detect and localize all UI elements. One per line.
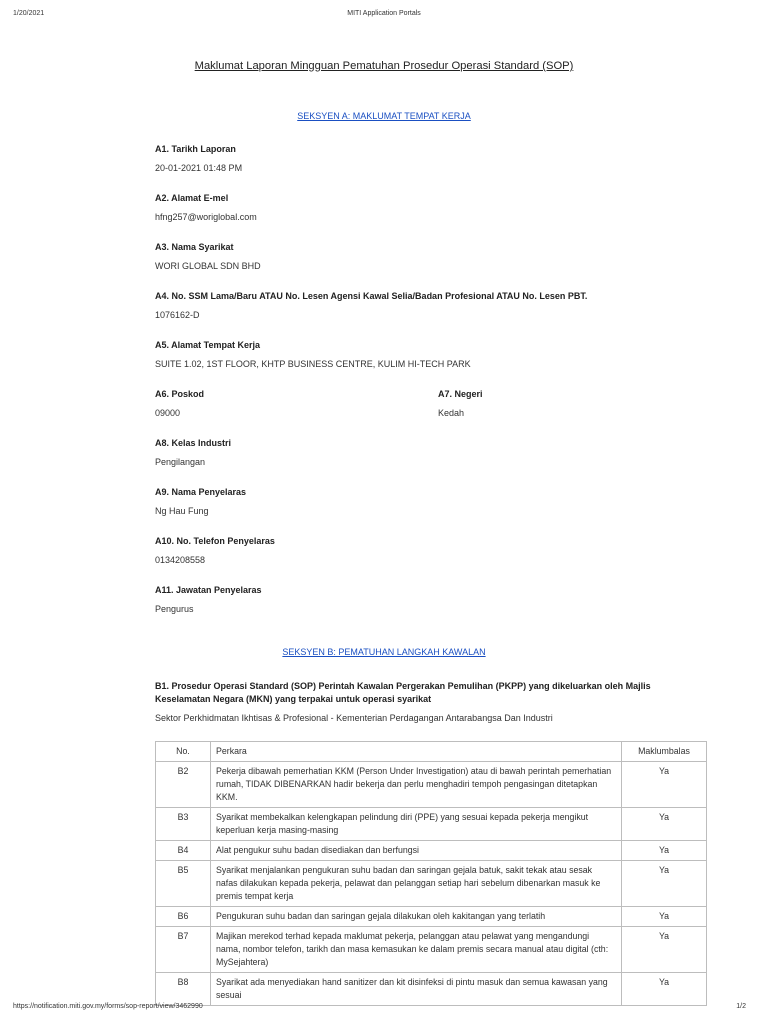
row-item: Alat pengukur suhu badan disediakan dan berfungsi	[211, 841, 622, 861]
table-row	[156, 927, 707, 973]
row-no: B3	[156, 808, 211, 841]
field-a10-label: A10. No. Telefon Penyelaras	[155, 536, 275, 546]
row-no: B7	[156, 927, 211, 973]
field-a7-value: Kedah	[438, 408, 465, 418]
table-row	[156, 841, 707, 861]
header-response: Maklumbalas	[622, 742, 707, 762]
row-item: Syarikat membekalkan kelengkapan pelindung diri (PPE) yang sesuai kepada pekerja mengikut keperluan kerja masing-masing	[211, 808, 622, 841]
field-a3	[155, 242, 261, 271]
field-a8-label: A8. Kelas Industri	[155, 438, 232, 448]
field-a9-value: Ng Hau Fung	[155, 506, 209, 516]
print-date: 1/20/2021	[13, 10, 45, 17]
field-a11	[155, 585, 262, 614]
b1-answer: Sektor Perkhidmatan Ikhtisas & Profesional - Kementerian Perdagangan Antarabangsa Dan Industri	[155, 713, 553, 723]
field-a6-label: A6. Poskod	[155, 389, 205, 399]
row-item: Pekerja dibawah pemerhatian KKM (Person Under Investigation) atau di bawah perintah pemerhatian rumah, TIDAK DIBENARKAN hadir bekerja dan perlu menghadiri tempoh pengasingan ditetapkan KKM.	[211, 762, 622, 808]
field-a7-label: A7. Negeri	[438, 389, 483, 399]
header-item: Perkara	[211, 742, 622, 762]
row-response: Ya	[622, 927, 707, 973]
field-a5-value: SUITE 1.02, 1ST FLOOR, KHTP BUSINESS CENTRE, KULIM HI-TECH PARK	[155, 359, 471, 369]
field-a10	[155, 536, 275, 565]
b1-question: B1. Prosedur Operasi Standard (SOP) Perintah Kawalan Pergerakan Pemulihan (PKPP) yang dikeluarkan oleh Majlis Keselamatan Negara (MKN) yang terpakai untuk operasi syarikat	[155, 681, 651, 704]
field-a3-label: A3. Nama Syarikat	[155, 242, 234, 252]
row-no: B8	[156, 973, 211, 1006]
field-a2-label: A2. Alamat E-mel	[155, 193, 229, 203]
field-a8-value: Pengilangan	[155, 457, 206, 467]
field-a2	[155, 193, 257, 222]
row-no: B5	[156, 861, 211, 907]
row-no: B4	[156, 841, 211, 861]
row-item: Majikan merekod terhad kepada maklumat pekerja, pelanggan atau pelawat yang mengandungi nama, nombor telefon, tarikh dan masa kemasukan ke dalam premis secara manual atau digital (cth: MySejahtera)	[211, 927, 622, 973]
row-item: Syarikat ada menyediakan hand sanitizer dan kit disinfeksi di pintu masuk dan semua kawasan yang sesuai	[211, 973, 622, 1006]
field-a5-label: A5. Alamat Tempat Kerja	[155, 340, 261, 350]
row-no: B2	[156, 762, 211, 808]
row-response: Ya	[622, 973, 707, 1006]
row-response: Ya	[622, 762, 707, 808]
field-a1-value: 20-01-2021 01:48 PM	[155, 163, 243, 173]
field-a4-label: A4. No. SSM Lama/Baru ATAU No. Lesen Agensi Kawal Selia/Badan Profesional ATAU No. Lesen PBT.	[155, 291, 588, 301]
field-a2-value: hfng257@woriglobal.com	[155, 212, 257, 222]
table-row	[156, 762, 707, 808]
row-no: B6	[156, 907, 211, 927]
header-no: No.	[156, 742, 211, 762]
print-url[interactable]: https://notification.miti.gov.my/forms/sop-report/view/3462990	[13, 1003, 203, 1010]
field-a3-value: WORI GLOBAL SDN BHD	[155, 261, 261, 271]
field-a7	[438, 389, 483, 418]
field-a8	[155, 438, 231, 467]
row-response: Ya	[622, 808, 707, 841]
row-response: Ya	[622, 907, 707, 927]
section-b-title: SEKSYEN B: PEMATUHAN LANGKAH KAWALAN	[282, 647, 486, 657]
row-item: Syarikat menjalankan pengukuran suhu badan dan saringan gejala batuk, sakit tekak atau sesak nafas dilakukan kepada pekerja, pelawat dan pelanggan setiap hari sebelum dibenarkan masuk ke premis tempat kerja	[211, 861, 622, 907]
field-a9	[155, 487, 246, 516]
print-page-number: 1/2	[736, 1003, 746, 1010]
field-a1-label: A1. Tarikh Laporan	[155, 144, 236, 154]
row-item: Pengukuran suhu badan dan saringan gejala dilakukan oleh kakitangan yang terlatih	[211, 907, 622, 927]
document-title: Maklumat Laporan Mingguan Pematuhan Prosedur Operasi Standard (SOP)	[194, 60, 574, 72]
table-row	[156, 973, 707, 1006]
row-response: Ya	[622, 861, 707, 907]
field-a11-value: Pengurus	[155, 604, 194, 614]
sop-compliance-table	[155, 741, 707, 1006]
table-header-row	[156, 742, 707, 762]
field-a6	[155, 389, 204, 418]
table-row	[156, 861, 707, 907]
field-a11-label: A11. Jawatan Penyelaras	[155, 585, 262, 595]
field-a6-value: 09000	[155, 408, 181, 418]
table-row	[156, 907, 707, 927]
field-a4	[155, 291, 587, 320]
field-a9-label: A9. Nama Penyelaras	[155, 487, 247, 497]
print-site-title: MITI Application Portals	[347, 10, 421, 17]
row-response: Ya	[622, 841, 707, 861]
field-a1	[155, 144, 242, 173]
table-row	[156, 808, 707, 841]
field-a5	[155, 340, 471, 369]
section-a-title: SEKSYEN A: MAKLUMAT TEMPAT KERJA	[297, 111, 471, 121]
field-a10-value: 0134208558	[155, 555, 206, 565]
field-a4-value: 1076162-D	[155, 310, 200, 320]
